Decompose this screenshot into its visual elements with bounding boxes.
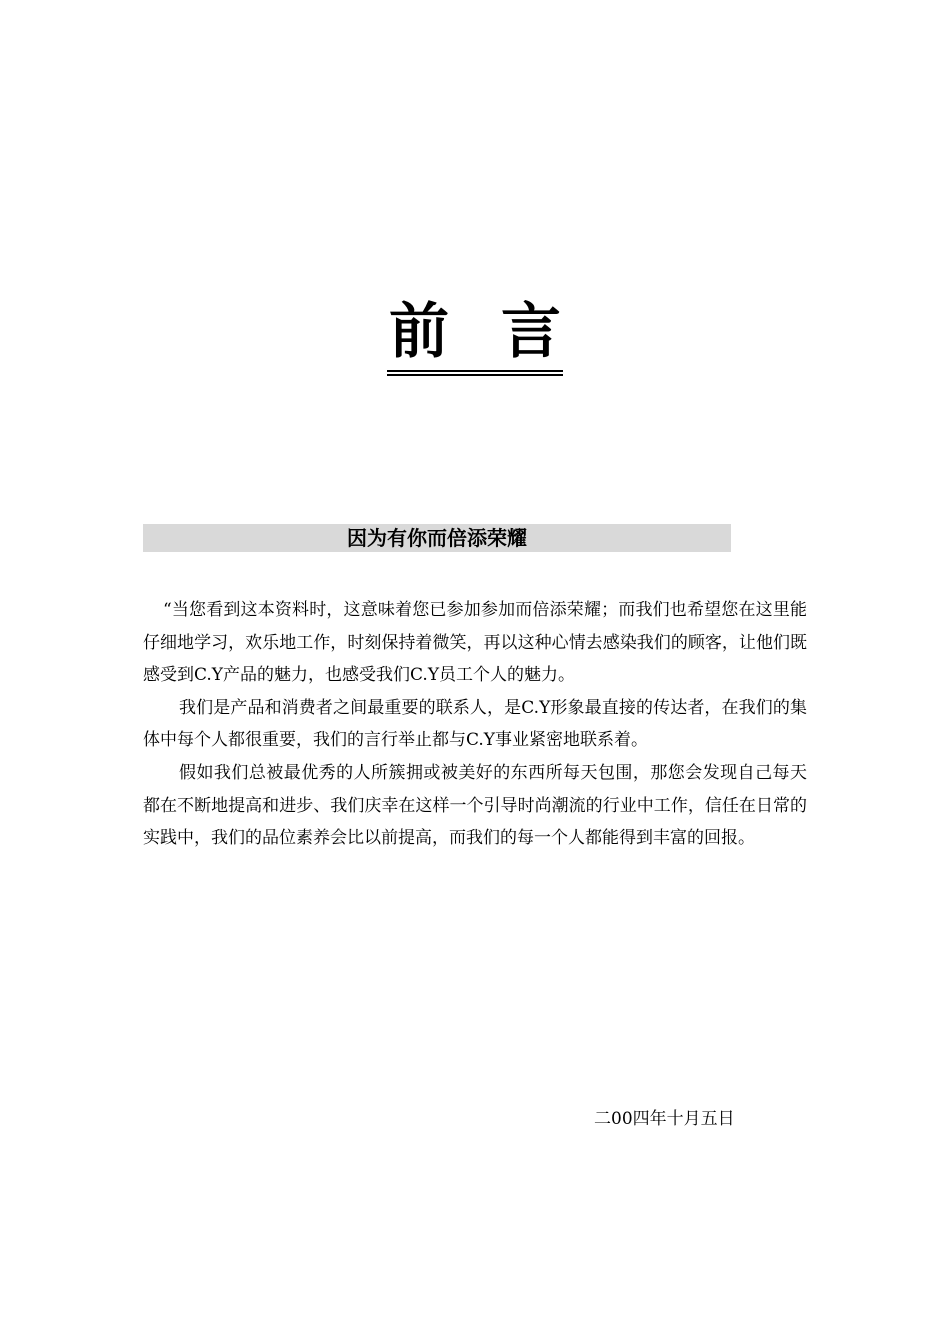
section-heading: 因为有你而倍添荣耀 (143, 524, 731, 552)
paragraph-1: “当您看到这本资料时，这意味着您已参加参加而倍添荣耀；而我们也希望您在这里能仔细地学习，欢乐地工作，时刻保持着微笑，再以这种心情去感染我们的顾客，让他们既感受到C.Y产品的魅力，也感受我们C.Y员工个人的魅力。 (143, 600, 807, 686)
preface-body (143, 594, 807, 855)
page-title-part2: 言 (501, 297, 561, 367)
document-date: 二00四年十月五日 (594, 1109, 735, 1129)
page-title-wrapper (0, 296, 950, 376)
paragraph-2: 我们是产品和消费者之间最重要的联系人，是C.Y形象最直接的传达者，在我们的集体中每个人都很重要，我们的言行举止都与C.Y事业紧密地联系着。 (143, 697, 807, 751)
page-title (387, 296, 563, 376)
paragraph-3: 假如我们总被最优秀的人所簇拥或被美好的东西所每天包围，那您会发现自己每天都在不断地提高和进步、我们庆幸在这样一个引导时尚潮流的行业中工作，信任在日常的实践中，我们的品位素养会比以前提高，而我们的每一个人都能得到丰富的回报。 (143, 762, 807, 849)
page-title-part1: 前 (389, 297, 449, 367)
